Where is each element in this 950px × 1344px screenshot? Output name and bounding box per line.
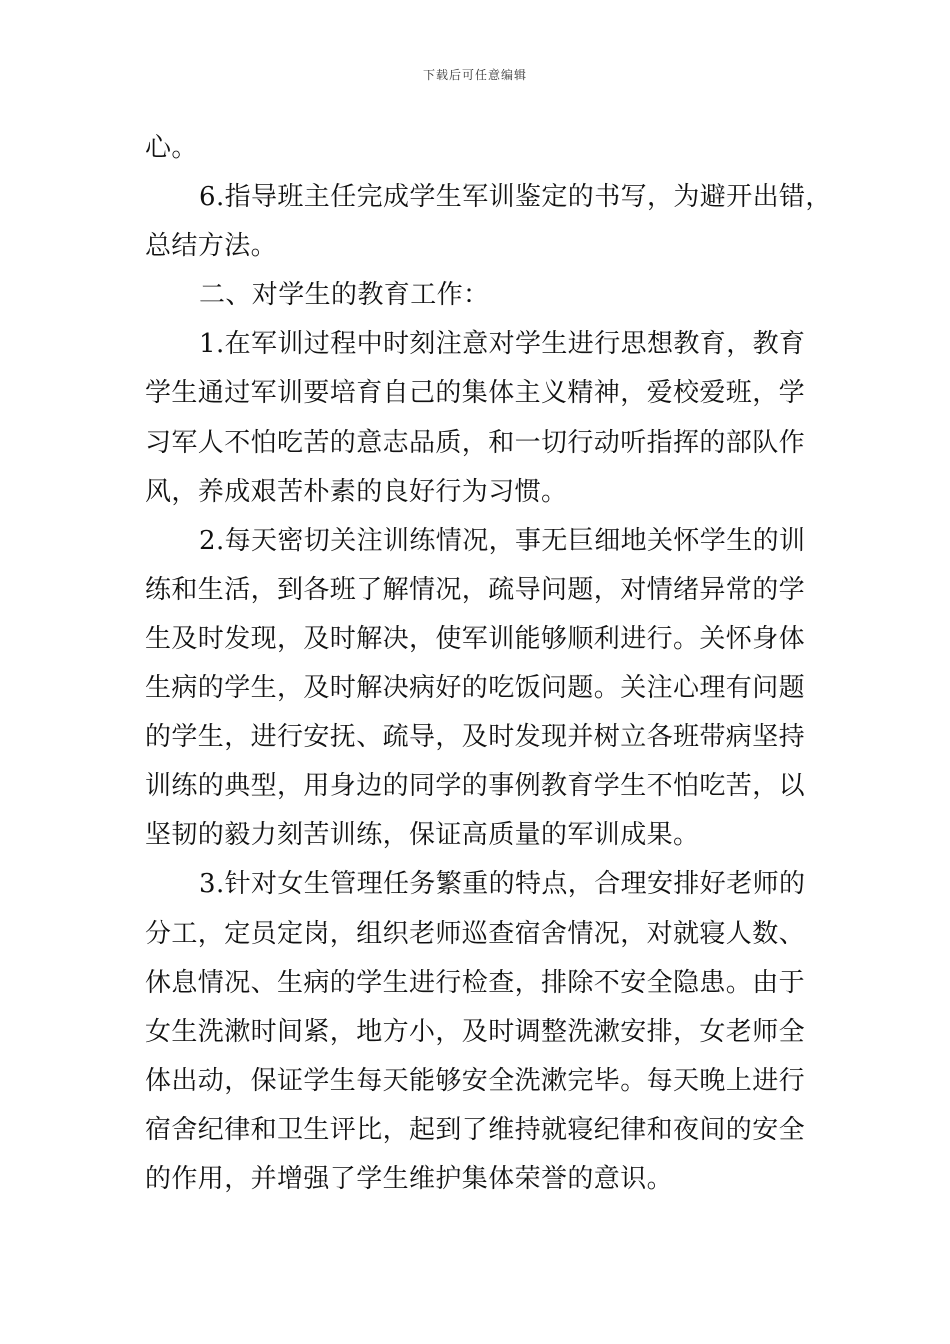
text-line: 6.指导班主任完成学生军训鉴定的书写，为避开出错， [199, 182, 832, 213]
text-line: 2.每天密切关注训练情况，事无巨细地关怀学生的训 [199, 525, 806, 556]
text-line: 坚韧的毅力刻苦训练，保证高质量的军训成果。 [145, 820, 700, 851]
text-line: 休息情况、生病的学生进行检查，排除不安全隐患。由于 [145, 967, 806, 998]
text-line: 生及时发现，及时解决，使军训能够顺利进行。关怀身体 [145, 623, 806, 654]
text-line: 生病的学生，及时解决病好的吃饭问题。关注心理有问题 [145, 673, 806, 704]
text-line: 学生通过军训要培育自己的集体主义精神，爱校爱班，学 [145, 378, 806, 409]
text-line: 练和生活，到各班了解情况，疏导问题，对情绪异常的学 [145, 574, 806, 605]
text-line: 风，养成艰苦朴素的良好行为习惯。 [145, 476, 568, 507]
text-line: 的作用，并增强了学生维护集体荣誉的意识。 [145, 1163, 674, 1194]
text-line: 1.在军训过程中时刻注意对学生进行思想教育，教育 [199, 329, 806, 360]
body-text [145, 124, 835, 1204]
section-heading: 二、对学生的教育工作： [199, 280, 490, 311]
text-line: 总结方法。 [145, 231, 278, 262]
text-line: 女生洗漱时间紧，地方小，及时调整洗漱安排，女老师全 [145, 1016, 806, 1047]
text-line: 宿舍纪律和卫生评比，起到了维持就寝纪律和夜间的安全 [145, 1114, 806, 1145]
text-line: 的学生，进行安抚、疏导，及时发现并树立各班带病坚持 [145, 722, 806, 753]
text-line: 习军人不怕吃苦的意志品质，和一切行动听指挥的部队作 [145, 427, 806, 458]
page-header-note: 下载后可任意编辑 [422, 68, 527, 82]
text-line: 训练的典型，用身边的同学的事例教育学生不怕吃苦，以 [145, 771, 806, 802]
text-line: 心。 [145, 133, 198, 163]
text-line: 3.针对女生管理任务繁重的特点，合理安排好老师的 [199, 869, 806, 900]
text-line: 体出动，保证学生每天能够安全洗漱完毕。每天晚上进行 [145, 1065, 806, 1096]
text-line: 分工，定员定岗，组织老师巡查宿舍情况，对就寝人数、 [145, 918, 806, 949]
